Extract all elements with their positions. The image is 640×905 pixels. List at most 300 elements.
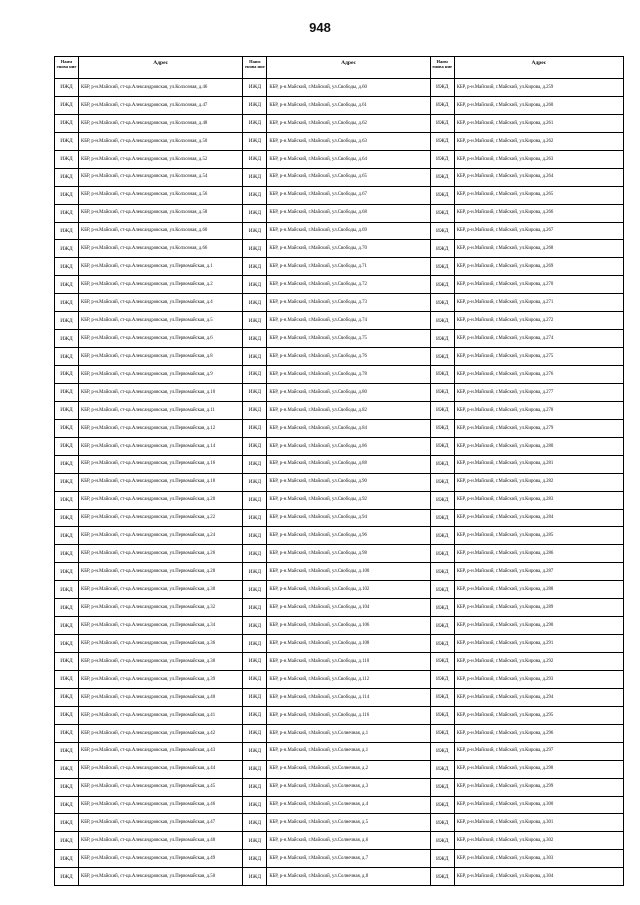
row-type: ИЖД bbox=[243, 366, 267, 383]
row-address: КБР, р-н.Майский, г.Майский, ул.Кирова, д.300 bbox=[456, 802, 554, 808]
header-name: Наим енова ние bbox=[55, 57, 79, 78]
row-type: ИЖД bbox=[243, 814, 267, 831]
row-address: КБР, р-н.Майский, г.Майский, ул.Кирова, д.271 bbox=[456, 300, 554, 306]
row-type: ИЖД bbox=[431, 707, 455, 724]
table-row bbox=[243, 223, 429, 241]
row-type: ИЖД bbox=[243, 581, 267, 598]
row-address: КБР, р-н.Майский, ст-ца.Александровская, ул.Первомайская, д.18 bbox=[81, 479, 216, 485]
row-address: КБР, р-н.Майский, г.Майский, ул.Кирова, д.275 bbox=[456, 353, 554, 359]
row-type: ИЖД bbox=[55, 814, 79, 831]
row-address: КБР, р-н.Майский, ст-ца.Александровская, ул.Колхозная, д.46 bbox=[81, 84, 208, 90]
row-type: ИЖД bbox=[431, 205, 455, 222]
row-address: КБР, р-н.Майский, ст-ца.Александровская, ул.Первомайская, д.1 bbox=[81, 264, 213, 270]
row-address: КБР, р-н.Майский, г.Майский, ул.Кирова, д.265 bbox=[456, 192, 554, 198]
table-row bbox=[431, 545, 623, 563]
table-row bbox=[431, 420, 623, 438]
row-type: ИЖД bbox=[55, 420, 79, 437]
row-type: ИЖД bbox=[243, 653, 267, 670]
row-address: КБР, р-н.Майский, г.Майский, ул.Кирова, д.283 bbox=[456, 497, 554, 503]
table-row bbox=[55, 814, 242, 832]
row-type: ИЖД bbox=[431, 671, 455, 688]
row-type: ИЖД bbox=[55, 312, 79, 329]
row-type: ИЖД bbox=[243, 115, 267, 132]
row-address: КБР, р-н.Майский, г.Майский, ул.Кирова, д.303 bbox=[456, 856, 554, 862]
row-address: КБР, р-н.Майский, ст-ца.Александровская, ул.Первомайская, д.22 bbox=[81, 515, 216, 521]
table-row bbox=[431, 223, 623, 241]
row-address: КБР, р-н.Майский, г.Майский, ул.Кирова, д.291 bbox=[456, 640, 554, 646]
row-type: ИЖД bbox=[243, 761, 267, 778]
table-row bbox=[55, 240, 242, 258]
row-address: КБР, р-н.Майский, г.Майский, ул.Кирова, д.290 bbox=[456, 622, 554, 628]
row-address: КБР, р-н.Майский, г.Майский, ул.Кирова, д.285 bbox=[456, 533, 554, 539]
table-row bbox=[55, 384, 242, 402]
table-row bbox=[431, 707, 623, 725]
row-address: КБР, р-н.Майский, г.Майский, ул.Солнечная, д.1 bbox=[269, 730, 369, 736]
row-type: ИЖД bbox=[431, 223, 455, 240]
table-row bbox=[431, 205, 623, 223]
row-type: ИЖД bbox=[55, 599, 79, 616]
row-address: КБР, р-н.Майский, г.Майский, ул.Кирова, д.296 bbox=[456, 730, 554, 736]
table-row bbox=[55, 187, 242, 205]
row-type: ИЖД bbox=[55, 258, 79, 275]
row-address: КБР, р-н.Майский, г.Майский, ул.Свободы, д.73 bbox=[269, 300, 367, 306]
table-row bbox=[55, 653, 242, 671]
header-address: Адрес bbox=[531, 60, 547, 66]
row-type: ИЖД bbox=[431, 438, 455, 455]
row-type: ИЖД bbox=[431, 115, 455, 132]
table-row bbox=[431, 868, 623, 885]
row-address: КБР, р-н.Майский, г.Майский, ул.Кирова, д.286 bbox=[456, 551, 554, 557]
row-address: КБР, р-н.Майский, г.Майский, ул.Свободы, д.62 bbox=[269, 120, 367, 126]
table-row bbox=[243, 563, 429, 581]
row-address: КБР, р-н.Майский, г.Майский, ул.Кирова, д.263 bbox=[456, 156, 554, 162]
row-type: ИЖД bbox=[431, 133, 455, 150]
row-address: КБР, р-н.Майский, ст-ца.Александровская, ул.Первомайская, д.10 bbox=[81, 389, 216, 395]
row-address: КБР, р-н.Майский, ст-ца.Александровская, ул.Первомайская, д.38 bbox=[81, 658, 216, 664]
table-row bbox=[431, 402, 623, 420]
header-address: Адрес bbox=[341, 60, 356, 66]
row-address: КБР, р-н.Майский, г.Майский, ул.Солнечная, д.5 bbox=[269, 820, 369, 826]
row-address: КБР, р-н.Майский, г.Майский, ул.Кирова, д.293 bbox=[456, 676, 554, 682]
table-row bbox=[55, 617, 242, 635]
table-row bbox=[431, 832, 623, 850]
row-address: КБР, р-н.Майский, ст-ца.Александровская, ул.Первомайская, д.48 bbox=[81, 838, 216, 844]
row-address: КБР, р-н.Майский, г.Майский, ул.Свободы, д.92 bbox=[269, 497, 367, 503]
row-address: КБР, р-н.Майский, г.Майский, ул.Кирова, д.266 bbox=[456, 210, 554, 216]
table-row bbox=[431, 635, 623, 653]
row-type: ИЖД bbox=[243, 868, 267, 885]
row-address: КБР, р-н.Майский, г.Майский, ул.Кирова, д.259 bbox=[456, 84, 554, 90]
row-address: КБР, р-н.Майский, ст-ца.Александровская, ул.Колхозная, д.66 bbox=[81, 246, 208, 252]
row-address: КБР, р-н.Майский, г.Майский, ул.Кирова, д.287 bbox=[456, 569, 554, 575]
row-address: КБР, р-н.Майский, г.Майский, ул.Солнечная, д.4 bbox=[269, 802, 369, 808]
table-row bbox=[431, 527, 623, 545]
row-address: КБР, р-н.Майский, г.Майский, ул.Кирова, д.270 bbox=[456, 282, 554, 288]
table-row bbox=[243, 151, 429, 169]
table-row bbox=[431, 294, 623, 312]
table-row bbox=[243, 366, 429, 384]
table-row bbox=[243, 814, 429, 832]
row-type: ИЖД bbox=[243, 545, 267, 562]
row-address: КБР, р-н.Майский, ст-ца.Александровская, ул.Первомайская, д.8 bbox=[81, 353, 213, 359]
row-address: КБР, р-н.Майский, г.Майский, ул.Кирова, д.282 bbox=[456, 479, 554, 485]
table-row bbox=[243, 348, 429, 366]
table-row bbox=[243, 743, 429, 761]
table-row bbox=[55, 115, 242, 133]
table-row bbox=[55, 456, 242, 474]
row-address: КБР, р-н.Майский, ст-ца.Александровская, ул.Первомайская, д.26 bbox=[81, 551, 216, 557]
row-address: КБР, р-н.Майский, г.Майский, ул.Свободы, д.70 bbox=[269, 246, 367, 252]
row-address: КБР, р-н.Майский, г.Майский, ул.Кирова, д.261 bbox=[456, 120, 554, 126]
row-type: ИЖД bbox=[431, 563, 455, 580]
table-row bbox=[243, 187, 429, 205]
row-type: ИЖД bbox=[243, 527, 267, 544]
row-address: КБР, р-н.Майский, г.Майский, ул.Кирова, д.302 bbox=[456, 838, 554, 844]
row-address: КБР, р-н.Майский, г.Майский, ул.Кирова, д.260 bbox=[456, 102, 554, 108]
row-type: ИЖД bbox=[431, 725, 455, 742]
table-row bbox=[431, 151, 623, 169]
row-type: ИЖД bbox=[243, 420, 267, 437]
row-address: КБР, р-н.Майский, г.Майский, ул.Свободы, д.68 bbox=[269, 210, 367, 216]
row-type: ИЖД bbox=[243, 151, 267, 168]
table-row bbox=[55, 474, 242, 492]
row-type: ИЖД bbox=[55, 725, 79, 742]
row-address: КБР, р-н.Майский, ст-ца.Александровская, ул.Колхозная, д.48 bbox=[81, 120, 208, 126]
table-row bbox=[55, 527, 242, 545]
row-address: КБР, р-н.Майский, г.Майский, ул.Кирова, д.262 bbox=[456, 138, 554, 144]
row-type: ИЖД bbox=[243, 223, 267, 240]
row-type: ИЖД bbox=[55, 115, 79, 132]
row-address: КБР, р-н.Майский, ст-ца.Александровская, ул.Первомайская, д.50 bbox=[81, 874, 216, 880]
row-address: КБР, р-н.Майский, г.Майский, ул.Кирова, д.279 bbox=[456, 425, 554, 431]
address-table bbox=[54, 56, 624, 886]
table-row bbox=[243, 438, 429, 456]
row-type: ИЖД bbox=[55, 133, 79, 150]
table-row bbox=[243, 653, 429, 671]
table-row bbox=[243, 797, 429, 815]
table-row bbox=[431, 725, 623, 743]
table-row bbox=[243, 240, 429, 258]
row-address: КБР, р-н.Майский, ст-ца.Александровская, ул.Первомайская, д.40 bbox=[81, 694, 216, 700]
row-address: КБР, р-н.Майский, г.Майский, ул.Свободы, д.69 bbox=[269, 228, 367, 234]
row-type: ИЖД bbox=[431, 761, 455, 778]
row-type: ИЖД bbox=[431, 581, 455, 598]
row-address: КБР, р-н.Майский, г.Майский, ул.Свободы, д.90 bbox=[269, 479, 367, 485]
row-address: КБР, р-н.Майский, ст-ца.Александровская, ул.Первомайская, д.43 bbox=[81, 748, 216, 754]
row-address: КБР, р-н.Майский, г.Майский, ул.Свободы, д.100 bbox=[269, 569, 370, 575]
row-type: ИЖД bbox=[431, 79, 455, 96]
row-address: КБР, р-н.Майский, ст-ца.Александровская, ул.Первомайская, д.39 bbox=[81, 676, 216, 682]
row-type: ИЖД bbox=[243, 205, 267, 222]
row-type: ИЖД bbox=[243, 689, 267, 706]
row-address: КБР, р-н.Майский, г.Майский, ул.Свободы, д.110 bbox=[269, 658, 370, 664]
row-type: ИЖД bbox=[243, 725, 267, 742]
row-address: КБР, р-н.Майский, г.Майский, ул.Свободы, д.64 bbox=[269, 156, 367, 162]
table-row bbox=[55, 312, 242, 330]
table-row bbox=[55, 330, 242, 348]
header-name: Наим енова ние bbox=[431, 57, 455, 78]
table-row bbox=[431, 814, 623, 832]
row-type: ИЖД bbox=[55, 653, 79, 670]
row-type: ИЖД bbox=[431, 312, 455, 329]
row-type: ИЖД bbox=[243, 850, 267, 867]
table-row bbox=[243, 599, 429, 617]
row-type: ИЖД bbox=[243, 294, 267, 311]
row-address: КБР, р-н.Майский, ст-ца.Александровская, ул.Первомайская, д.4 bbox=[81, 300, 213, 306]
table-row bbox=[243, 205, 429, 223]
row-type: ИЖД bbox=[243, 402, 267, 419]
table-row bbox=[431, 348, 623, 366]
table-row bbox=[243, 330, 429, 348]
row-address: КБР, р-н.Майский, г.Майский, ул.Кирова, д.267 bbox=[456, 228, 554, 234]
table-row bbox=[431, 115, 623, 133]
row-type: ИЖД bbox=[55, 635, 79, 652]
table-row bbox=[431, 779, 623, 797]
row-type: ИЖД bbox=[243, 779, 267, 796]
table-row bbox=[243, 420, 429, 438]
row-address: КБР, р-н.Майский, г.Майский, ул.Свободы, д.88 bbox=[269, 461, 367, 467]
table-row bbox=[55, 366, 242, 384]
row-type: ИЖД bbox=[55, 348, 79, 365]
row-address: КБР, р-н.Майский, ст-ца.Александровская, ул.Первомайская, д.2 bbox=[81, 282, 213, 288]
row-type: ИЖД bbox=[55, 456, 79, 473]
table-row bbox=[55, 707, 242, 725]
row-type: ИЖД bbox=[243, 258, 267, 275]
row-type: ИЖД bbox=[431, 258, 455, 275]
row-address: КБР, р-н.Майский, г.Майский, ул.Солнечная, д.6 bbox=[269, 838, 369, 844]
table-row bbox=[243, 761, 429, 779]
table-row bbox=[55, 205, 242, 223]
table-row bbox=[431, 671, 623, 689]
row-address: КБР, р-н.Майский, ст-ца.Александровская, ул.Первомайская, д.45 bbox=[81, 784, 216, 790]
row-address: КБР, р-н.Майский, г.Майский, ул.Свободы, д.102 bbox=[269, 587, 370, 593]
row-type: ИЖД bbox=[243, 240, 267, 257]
table-row bbox=[243, 779, 429, 797]
row-type: ИЖД bbox=[55, 97, 79, 114]
row-type: ИЖД bbox=[55, 743, 79, 760]
row-type: ИЖД bbox=[55, 510, 79, 527]
row-type: ИЖД bbox=[431, 366, 455, 383]
row-type: ИЖД bbox=[55, 492, 79, 509]
table-row bbox=[431, 187, 623, 205]
table-row bbox=[431, 240, 623, 258]
table-row bbox=[431, 689, 623, 707]
table-row bbox=[431, 599, 623, 617]
row-address: КБР, р-н.Майский, г.Майский, ул.Свободы, д.60 bbox=[269, 84, 367, 90]
table-row bbox=[55, 671, 242, 689]
row-type: ИЖД bbox=[243, 187, 267, 204]
table-row bbox=[431, 258, 623, 276]
row-type: ИЖД bbox=[55, 761, 79, 778]
row-type: ИЖД bbox=[431, 850, 455, 867]
table-row bbox=[55, 97, 242, 115]
row-type: ИЖД bbox=[431, 348, 455, 365]
row-type: ИЖД bbox=[431, 779, 455, 796]
row-address: КБР, р-н.Майский, ст-ца.Александровская, ул.Первомайская, д.28 bbox=[81, 569, 216, 575]
row-type: ИЖД bbox=[243, 438, 267, 455]
row-type: ИЖД bbox=[431, 545, 455, 562]
table-row bbox=[55, 510, 242, 528]
row-type: ИЖД bbox=[243, 97, 267, 114]
table-row bbox=[243, 384, 429, 402]
row-address: КБР, р-н.Майский, ст-ца.Александровская, ул.Колхозная, д.56 bbox=[81, 192, 208, 198]
row-address: КБР, р-н.Майский, г.Майский, ул.Кирова, д.294 bbox=[456, 694, 554, 700]
row-type: ИЖД bbox=[431, 420, 455, 437]
row-address: КБР, р-н.Майский, г.Майский, ул.Свободы, д.82 bbox=[269, 407, 367, 413]
row-address: КБР, р-н.Майский, г.Майский, ул.Кирова, д.274 bbox=[456, 335, 554, 341]
table-row bbox=[243, 79, 429, 97]
table-row bbox=[55, 294, 242, 312]
row-type: ИЖД bbox=[55, 384, 79, 401]
row-address: КБР, р-н.Майский, г.Майский, ул.Свободы, д.94 bbox=[269, 515, 367, 521]
row-address: КБР, р-н.Майский, г.Майский, ул.Солнечная, д.1 bbox=[269, 748, 369, 754]
table-row bbox=[243, 707, 429, 725]
rows-column-3 bbox=[431, 79, 623, 885]
row-address: КБР, р-н.Майский, г.Майский, ул.Кирова, д.299 bbox=[456, 784, 554, 790]
table-row bbox=[55, 223, 242, 241]
row-type: ИЖД bbox=[55, 779, 79, 796]
row-type: ИЖД bbox=[431, 599, 455, 616]
row-type: ИЖД bbox=[243, 635, 267, 652]
table-row bbox=[431, 492, 623, 510]
row-type: ИЖД bbox=[431, 814, 455, 831]
row-type: ИЖД bbox=[55, 671, 79, 688]
row-address: КБР, р-н.Майский, г.Майский, ул.Свободы, д.72 bbox=[269, 282, 367, 288]
row-type: ИЖД bbox=[243, 510, 267, 527]
table-row bbox=[243, 832, 429, 850]
rows-column-1 bbox=[55, 79, 242, 885]
row-address: КБР, р-н.Майский, ст-ца.Александровская, ул.Первомайская, д.32 bbox=[81, 604, 216, 610]
row-address: КБР, р-н.Майский, г.Майский, ул.Солнечная, д.8 bbox=[269, 874, 369, 880]
row-type: ИЖД bbox=[431, 276, 455, 293]
table-row bbox=[55, 438, 242, 456]
row-address: КБР, р-н.Майский, г.Майский, ул.Кирова, д.276 bbox=[456, 371, 554, 377]
row-address: КБР, р-н.Майский, г.Майский, ул.Кирова, д.268 bbox=[456, 246, 554, 252]
row-type: ИЖД bbox=[55, 850, 79, 867]
row-address: КБР, р-н.Майский, г.Майский, ул.Кирова, д.297 bbox=[456, 748, 554, 754]
row-address: КБР, р-н.Майский, ст-ца.Александровская, ул.Первомайская, д.41 bbox=[81, 712, 216, 718]
row-type: ИЖД bbox=[55, 276, 79, 293]
row-type: ИЖД bbox=[55, 707, 79, 724]
row-address: КБР, р-н.Майский, ст-ца.Александровская, ул.Первомайская, д.34 bbox=[81, 622, 216, 628]
row-address: КБР, р-н.Майский, ст-ца.Александровская, ул.Первомайская, д.36 bbox=[81, 640, 216, 646]
table-row bbox=[55, 348, 242, 366]
row-type: ИЖД bbox=[243, 492, 267, 509]
row-type: ИЖД bbox=[431, 169, 455, 186]
table-row bbox=[243, 312, 429, 330]
row-address: КБР, р-н.Майский, ст-ца.Александровская, ул.Первомайская, д.20 bbox=[81, 497, 216, 503]
row-type: ИЖД bbox=[431, 492, 455, 509]
row-address: КБР, р-н.Майский, г.Майский, ул.Свободы, д.78 bbox=[269, 371, 367, 377]
row-type: ИЖД bbox=[431, 689, 455, 706]
table-row bbox=[55, 169, 242, 187]
row-address: КБР, р-н.Майский, г.Майский, ул.Свободы, д.108 bbox=[269, 640, 370, 646]
row-type: ИЖД bbox=[243, 79, 267, 96]
table-row bbox=[243, 456, 429, 474]
row-type: ИЖД bbox=[55, 402, 79, 419]
row-type: ИЖД bbox=[431, 832, 455, 849]
row-address: КБР, р-н.Майский, г.Майский, ул.Свободы, д.112 bbox=[269, 676, 370, 682]
table-row bbox=[243, 545, 429, 563]
row-type: ИЖД bbox=[243, 617, 267, 634]
row-type: ИЖД bbox=[243, 169, 267, 186]
row-type: ИЖД bbox=[55, 689, 79, 706]
row-type: ИЖД bbox=[431, 384, 455, 401]
row-type: ИЖД bbox=[243, 348, 267, 365]
row-address: КБР, р-н.Майский, г.Майский, ул.Кирова, д.278 bbox=[456, 407, 554, 413]
table-row bbox=[55, 581, 242, 599]
row-type: ИЖД bbox=[55, 438, 79, 455]
row-address: КБР, р-н.Майский, ст-ца.Александровская, ул.Первомайская, д.5 bbox=[81, 317, 213, 323]
row-type: ИЖД bbox=[243, 330, 267, 347]
row-address: КБР, р-н.Майский, ст-ца.Александровская, ул.Колхозная, д.50 bbox=[81, 138, 208, 144]
table-row bbox=[55, 276, 242, 294]
row-type: ИЖД bbox=[243, 563, 267, 580]
row-type: ИЖД bbox=[243, 797, 267, 814]
row-type: ИЖД bbox=[55, 294, 79, 311]
row-type: ИЖД bbox=[55, 617, 79, 634]
row-type: ИЖД bbox=[431, 240, 455, 257]
table-row bbox=[431, 79, 623, 97]
row-address: КБР, р-н.Майский, г.Майский, ул.Свободы, д.63 bbox=[269, 138, 367, 144]
row-type: ИЖД bbox=[55, 366, 79, 383]
row-address: КБР, р-н.Майский, г.Майский, ул.Свободы, д.106 bbox=[269, 622, 370, 628]
row-type: ИЖД bbox=[431, 510, 455, 527]
table-row bbox=[431, 366, 623, 384]
row-address: КБР, р-н.Майский, г.Майский, ул.Свободы, д.61 bbox=[269, 102, 367, 108]
row-type: ИЖД bbox=[243, 276, 267, 293]
row-type: ИЖД bbox=[431, 617, 455, 634]
table-row bbox=[55, 779, 242, 797]
row-address: КБР, р-н.Майский, г.Майский, ул.Солнечная, д.2 bbox=[269, 766, 369, 772]
row-address: КБР, р-н.Майский, г.Майский, ул.Свободы, д.84 bbox=[269, 425, 367, 431]
table-row bbox=[243, 294, 429, 312]
row-address: КБР, р-н.Майский, г.Майский, ул.Солнечная, д.7 bbox=[269, 856, 369, 862]
table-row bbox=[55, 133, 242, 151]
row-address: КБР, р-н.Майский, г.Майский, ул.Кирова, д.280 bbox=[456, 443, 554, 449]
row-address: КБР, р-н.Майский, г.Майский, ул.Кирова, д.304 bbox=[456, 874, 554, 880]
table-row bbox=[55, 492, 242, 510]
row-address: КБР, р-н.Майский, г.Майский, ул.Свободы, д.98 bbox=[269, 551, 367, 557]
row-address: КБР, р-н.Майский, ст-ца.Александровская, ул.Колхозная, д.52 bbox=[81, 156, 208, 162]
row-address: КБР, р-н.Майский, ст-ца.Александровская, ул.Первомайская, д.6 bbox=[81, 335, 213, 341]
row-type: ИЖД bbox=[431, 187, 455, 204]
row-type: ИЖД bbox=[55, 330, 79, 347]
row-type: ИЖД bbox=[243, 743, 267, 760]
row-type: ИЖД bbox=[431, 653, 455, 670]
row-address: КБР, р-н.Майский, г.Майский, ул.Свободы, д.104 bbox=[269, 604, 370, 610]
table-row bbox=[243, 581, 429, 599]
row-address: КБР, р-н.Майский, г.Майский, ул.Кирова, д.272 bbox=[456, 317, 554, 323]
row-address: КБР, р-н.Майский, ст-ца.Александровская, ул.Колхозная, д.54 bbox=[81, 174, 208, 180]
row-type: ИЖД bbox=[431, 635, 455, 652]
header-address: Адрес bbox=[153, 60, 169, 66]
row-address: КБР, р-н.Майский, г.Майский, ул.Кирова, д.277 bbox=[456, 389, 554, 395]
row-address: КБР, р-н.Майский, ст-ца.Александровская, ул.Колхозная, д.60 bbox=[81, 228, 208, 234]
row-address: КБР, р-н.Майский, г.Майский, ул.Свободы, д.67 bbox=[269, 192, 367, 198]
row-address: КБР, р-н.Майский, г.Майский, ул.Свободы, д.71 bbox=[269, 264, 367, 270]
row-type: ИЖД bbox=[55, 581, 79, 598]
row-type: ИЖД bbox=[55, 474, 79, 491]
row-type: ИЖД bbox=[431, 151, 455, 168]
row-type: ИЖД bbox=[55, 868, 79, 885]
row-address: КБР, р-н.Майский, г.Майский, ул.Свободы, д.116 bbox=[269, 712, 370, 718]
table-row bbox=[55, 743, 242, 761]
row-address: КБР, р-н.Майский, ст-ца.Александровская, ул.Первомайская, д.14 bbox=[81, 443, 216, 449]
row-address: КБР, р-н.Майский, г.Майский, ул.Солнечная, д.3 bbox=[269, 784, 369, 790]
row-type: ИЖД bbox=[431, 527, 455, 544]
row-type: ИЖД bbox=[431, 402, 455, 419]
